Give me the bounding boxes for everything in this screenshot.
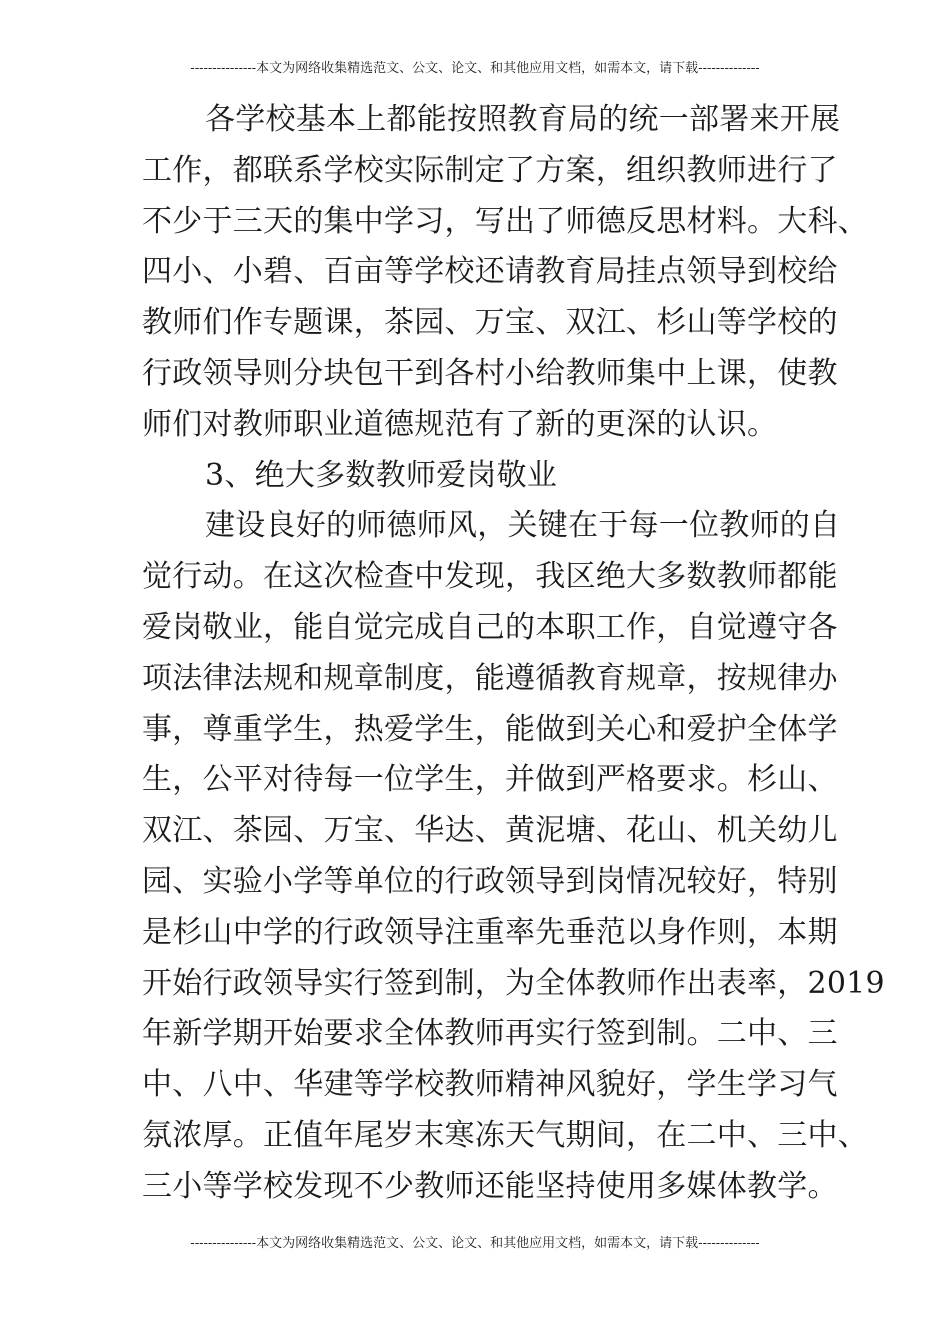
paragraph-line: 项法律法规和规章制度，能遵循教育规章，按规律办: [142, 660, 838, 696]
document-body: [142, 95, 885, 1213]
paragraph-line: 行政领导则分块包干到各村小给教师集中上课，使教: [142, 355, 838, 391]
paragraph-line: 开始行政领导实行签到制，为全体教师作出表率，2019: [142, 965, 885, 1001]
paragraph-line: 教师们作专题课，茶园、万宝、双江、杉山等学校的: [142, 305, 838, 341]
paragraph-line: 园、实验小学等单位的行政领导到岗情况较好，特别: [142, 863, 838, 899]
paragraph-line: 建设良好的师德师风，关键在于每一位教师的自: [205, 508, 841, 544]
paragraph-line: 三小等学校发现不少教师还能坚持使用多媒体教学。: [142, 1168, 838, 1204]
paragraph-line: 双江、茶园、万宝、华达、黄泥塘、花山、机关幼儿: [142, 813, 838, 849]
paragraph-line: 氛浓厚。正值年尾岁末寒冻天气期间，在二中、三中、: [142, 1117, 868, 1153]
header-banner: ---------------本文为网络收集精选范文、公文、论文、和其他应用文档，如需本文，请下载--------------: [190, 61, 760, 76]
paragraph-line: 工作，都联系学校实际制定了方案，组织教师进行了: [142, 152, 838, 188]
paragraph-line: 四小、小碧、百亩等学校还请教育局挂点领导到校给: [142, 254, 838, 290]
paragraph-line: 生，公平对待每一位学生，并做到严格要求。杉山、: [142, 762, 838, 798]
paragraph-line: 是杉山中学的行政领导注重率先垂范以身作则，本期: [142, 914, 838, 950]
paragraph-line: 不少于三天的集中学习，写出了师德反思材料。大科、: [142, 203, 868, 239]
footer-banner: ---------------本文为网络收集精选范文、公文、论文、和其他应用文档，如需本文，请下载--------------: [190, 1236, 760, 1251]
paragraph-line: 师们对教师职业道德规范有了新的更深的认识。: [142, 406, 778, 442]
paragraph-line: 爱岗敬业，能自觉完成自己的本职工作，自觉遵守各: [142, 609, 838, 645]
paragraph-line: 中、八中、华建等学校教师精神风貌好，学生学习气: [142, 1067, 838, 1103]
paragraph-line: 觉行动。在这次检查中发现，我区绝大多数教师都能: [142, 559, 838, 595]
paragraph-line: 事，尊重学生，热爱学生，能做到关心和爱护全体学: [142, 711, 838, 747]
section-heading: 3、绝大多数教师爱岗敬业: [205, 457, 558, 493]
paragraph-line: 年新学期开始要求全体教师再实行签到制。二中、三: [142, 1016, 838, 1052]
paragraph-line: 各学校基本上都能按照教育局的统一部署来开展: [205, 102, 841, 137]
